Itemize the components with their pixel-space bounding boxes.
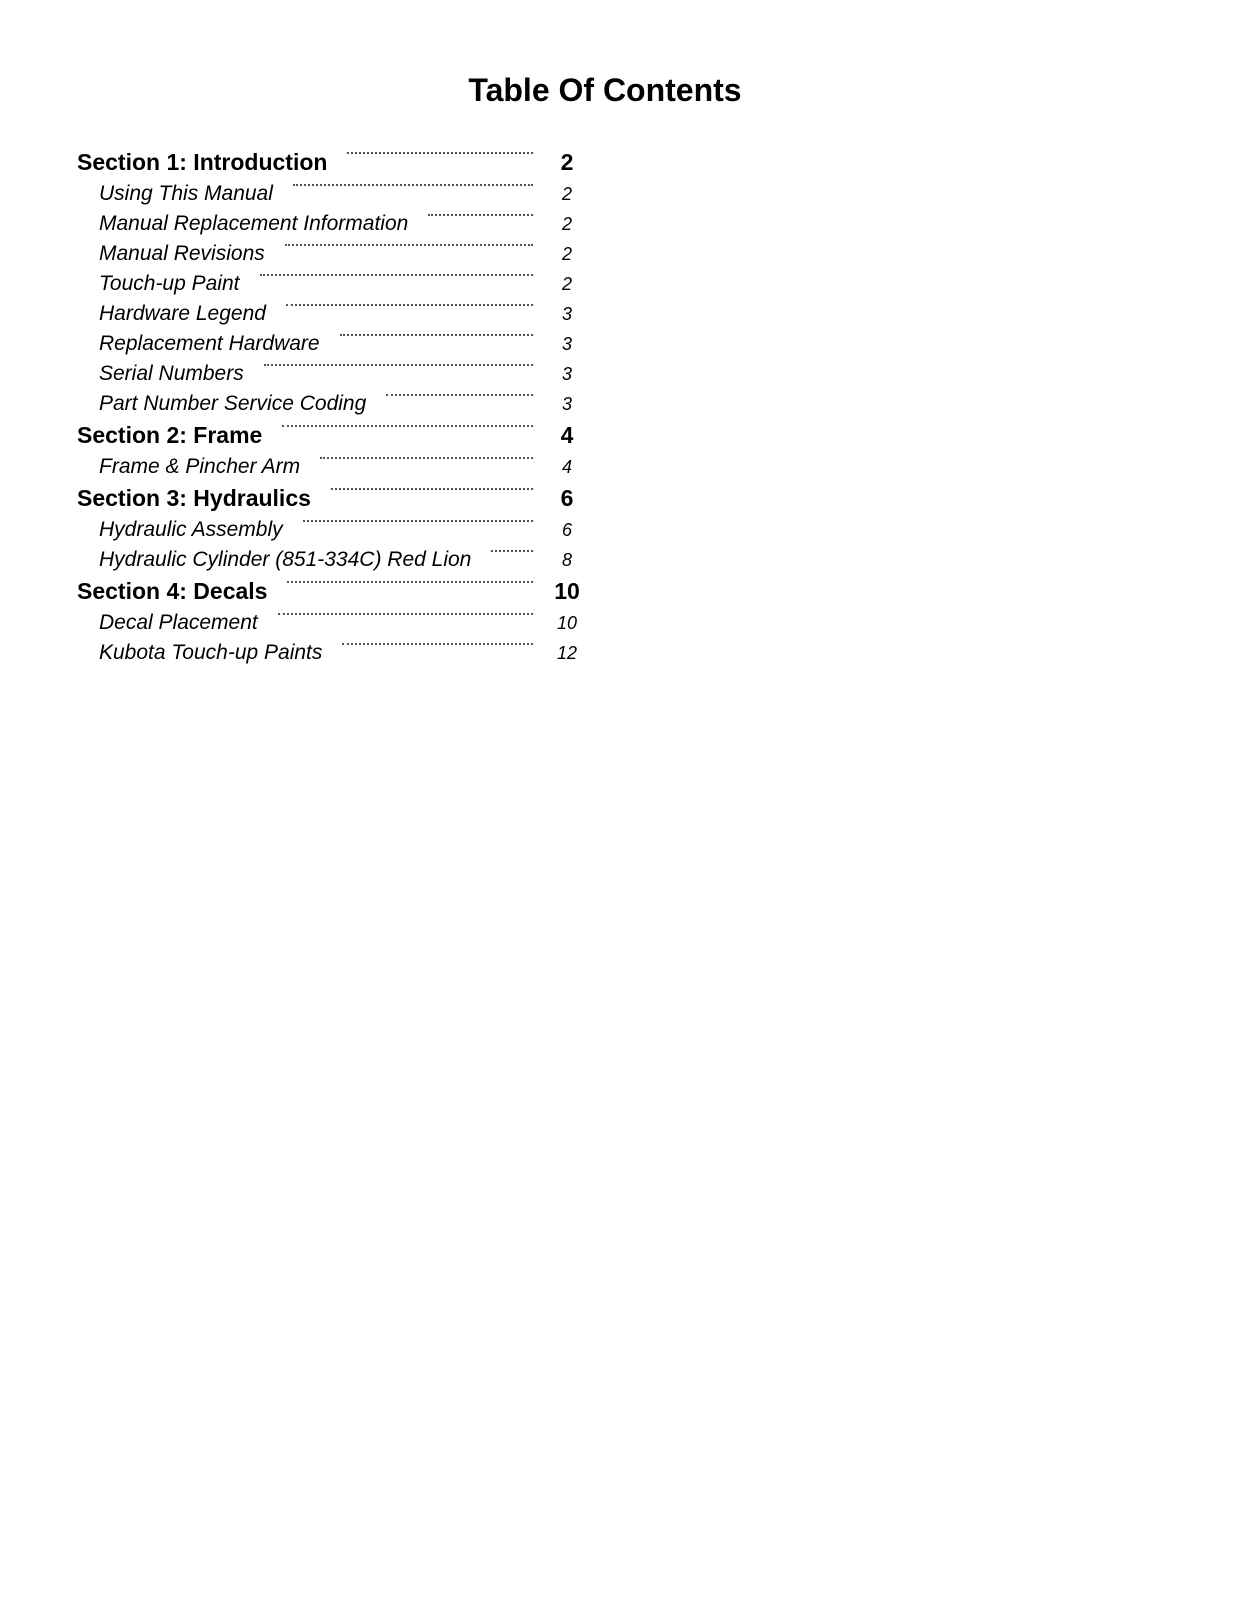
toc-entry-page: 3 <box>561 334 572 354</box>
toc-entry-label: Kubota Touch-up Paints <box>99 641 323 664</box>
toc-entry-label: Serial Numbers <box>99 362 244 385</box>
toc-entry-label: Section 1: Introduction <box>77 149 328 175</box>
dot-leader <box>342 643 533 645</box>
toc-entry-subsection[interactable] <box>77 389 587 419</box>
toc-entry-page: 2 <box>561 184 572 204</box>
toc-entry-page: 2 <box>561 214 572 234</box>
toc-entry-section[interactable] <box>77 419 587 452</box>
toc-entry-label: Replacement Hardware <box>99 332 320 355</box>
dot-leader <box>285 244 533 246</box>
toc-entry-subsection[interactable] <box>77 359 587 389</box>
toc-entry-label: Using This Manual <box>99 182 273 205</box>
dot-leader <box>347 152 533 154</box>
dot-leader <box>303 520 533 522</box>
toc-entry-subsection[interactable] <box>77 515 587 545</box>
dot-leader <box>264 364 533 366</box>
toc-entry-page: 2 <box>561 244 572 264</box>
toc-entry-page: 8 <box>561 550 572 570</box>
toc-entry-label: Frame & Pincher Arm <box>99 455 301 478</box>
toc-entry-page: 6 <box>560 485 574 511</box>
toc-entry-label: Hydraulic Assembly <box>99 518 283 541</box>
dot-leader <box>386 394 533 396</box>
toc-entry-label: Part Number Service Coding <box>99 392 367 415</box>
dot-leader <box>331 488 533 490</box>
toc-entry-page: 4 <box>560 422 574 448</box>
toc-entry-section[interactable] <box>77 146 587 179</box>
toc-entry-page: 2 <box>560 149 574 175</box>
toc-entry-page: 12 <box>556 643 578 663</box>
toc-entry-label: Hardware Legend <box>99 302 266 325</box>
dot-leader <box>260 274 534 276</box>
toc-entry-label: Decal Placement <box>99 611 258 634</box>
toc-entry-section[interactable] <box>77 575 587 608</box>
toc-entry-page: 3 <box>561 394 572 414</box>
toc-entry-label: Hydraulic Cylinder (851-334C) Red Lion <box>99 548 472 571</box>
dot-leader <box>428 214 533 216</box>
toc-entry-page: 10 <box>554 578 580 604</box>
toc-entry-page: 4 <box>561 457 572 477</box>
toc-entry-subsection[interactable] <box>77 545 587 575</box>
dot-leader <box>287 581 533 583</box>
toc-entry-label: Touch-up Paint <box>99 272 240 295</box>
toc-entry-subsection[interactable] <box>77 269 587 299</box>
toc-entry-subsection[interactable] <box>77 329 587 359</box>
toc-entry-page: 3 <box>561 304 572 324</box>
toc-entry-subsection[interactable] <box>77 608 587 638</box>
toc-entry-subsection[interactable] <box>77 452 587 482</box>
toc-entry-subsection[interactable] <box>77 239 587 269</box>
toc-entry-subsection[interactable] <box>77 209 587 239</box>
toc-entry-subsection[interactable] <box>77 299 587 329</box>
toc-entry-label: Manual Revisions <box>99 242 265 265</box>
dot-leader <box>340 334 533 336</box>
toc-entry-label: Section 3: Hydraulics <box>77 485 311 511</box>
toc-entry-page: 2 <box>561 274 572 294</box>
toc-entry-subsection[interactable] <box>77 179 587 209</box>
dot-leader <box>320 457 533 459</box>
table-of-contents <box>77 146 587 668</box>
toc-entry-page: 6 <box>561 520 572 540</box>
dot-leader <box>293 184 533 186</box>
toc-entry-page: 10 <box>556 613 578 633</box>
toc-entry-section[interactable] <box>77 482 587 515</box>
dot-leader <box>282 425 533 427</box>
toc-entry-label: Manual Replacement Information <box>99 212 409 235</box>
page-title: Table Of Contents <box>468 72 742 108</box>
dot-leader <box>286 304 533 306</box>
toc-entry-subsection[interactable] <box>77 638 587 668</box>
toc-entry-label: Section 2: Frame <box>77 422 263 448</box>
dot-leader <box>491 550 533 552</box>
toc-entry-label: Section 4: Decals <box>77 578 268 604</box>
toc-entry-page: 3 <box>561 364 572 384</box>
dot-leader <box>278 613 533 615</box>
